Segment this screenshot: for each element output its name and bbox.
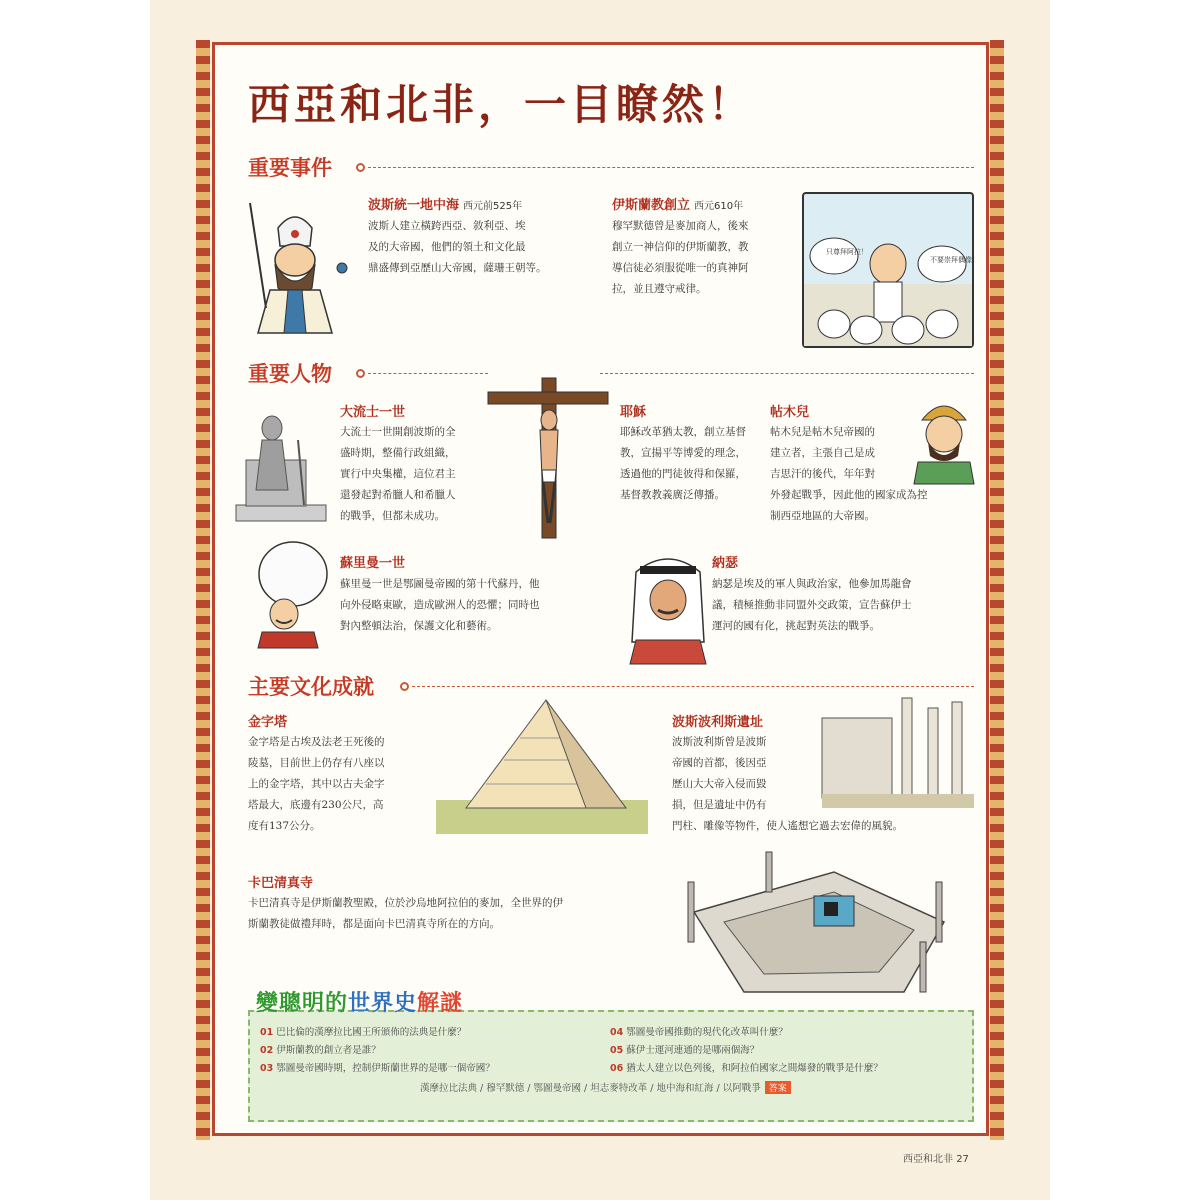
- right-decorative-stripe: [990, 40, 1004, 1140]
- event-description: 波斯人建立橫跨西亞、敘利亞、埃 及的大帝國，他們的領土和文化最 鼎盛傳到亞歷山大帝國，薩珊王朝等。: [368, 220, 547, 274]
- section-heading-culture: 主要文化成就: [248, 675, 374, 699]
- persepolis-ruins-illustration: [822, 688, 974, 808]
- speech-bubble-left: 只尊拜阿拉！: [826, 248, 868, 256]
- page-title: 西亞和北非，一目瞭然！: [248, 80, 755, 129]
- culture-name: 金字塔: [248, 715, 288, 730]
- section-dot: [356, 163, 365, 172]
- timur-illustration: [912, 392, 976, 484]
- quiz-question: 06 猶太人建立以色列後，和阿拉伯國家之間爆發的戰爭是什麼？: [610, 1063, 883, 1074]
- person-description: 納瑟是埃及的軍人與政治家，他參加馬龍會 議，積極推動非同盟外交政策，宣告蘇伊士 運河的國有化，挑起對英法的戰爭。: [712, 578, 912, 632]
- quiz-answers: 漢摩拉比法典 / 穆罕默德 / 鄂圖曼帝國 / 坦志麥特改革 / 地中海和紅海 / 以阿戰爭 答案: [420, 1080, 791, 1094]
- culture-description: 金字塔是古埃及法老王死後的 陵墓，目前世上仍存有八座以 上的金字塔，其中以古夫金字 塔最大，底邊有230公尺，高 度有137公分。: [248, 736, 385, 832]
- section-divider: [600, 373, 974, 374]
- section-dot: [356, 369, 365, 378]
- person-description: 大流士一世開創波斯的全 盛時期，整備行政組織， 實行中央集權，這位君主 還發起對希臘人和希臘人 的戰爭，但都未成功。: [340, 426, 456, 522]
- page-footer: 西亞和北非 27: [903, 1154, 969, 1165]
- darius-statue-illustration: [236, 410, 326, 522]
- mecca-crowd-illustration: [802, 192, 979, 348]
- culture-name: 卡巴清真寺: [248, 876, 314, 891]
- crucifix-illustration: [488, 378, 608, 540]
- person-name: 耶穌: [620, 405, 647, 420]
- person-name: 大流士一世: [340, 405, 406, 420]
- section-heading-events: 重要事件: [248, 156, 332, 180]
- person-name: 蘇里曼一世: [340, 556, 406, 571]
- person-description: 耶穌改革猶太教，創立基督 教，宣揚平等博愛的理念， 透過他的門徒彼得和保羅， 基督教教義廣泛傳播。: [620, 426, 746, 501]
- culture-name: 波斯波利斯遺址: [672, 715, 764, 730]
- culture-description: 卡巴清真寺是伊斯蘭教聖殿，位於沙烏地阿拉伯的麥加，全世界的伊 斯蘭教徒做禮拜時，都是面向卡巴清真寺所在的方向。: [248, 897, 563, 930]
- event-description: 穆罕默德曾是麥加商人，後來 創立一神信仰的伊斯蘭教，教 導信徒必須服從唯一的真神阿 拉，並且遵守戒律。: [612, 220, 749, 295]
- section-dot: [400, 682, 409, 691]
- event-title: 波斯統一地中海 西元前525年: [368, 198, 523, 213]
- answer-badge: 答案: [765, 1081, 791, 1094]
- suleiman-illustration: [248, 540, 330, 648]
- quiz-question: 02 伊斯蘭教的創立者是誰？: [260, 1045, 381, 1056]
- person-description: 帖木兒是帖木兒帝國的 建立者，主張自己是成 吉思汗的後代，年年對 外發起戰爭，因此他的國家成為控 制西亞地區的大帝國。: [770, 426, 928, 522]
- quiz-question: 05 蘇伊士運河連通的是哪兩個海？: [610, 1045, 760, 1056]
- quiz-question: 04 鄂圖曼帝國推動的現代化改革叫什麼？: [610, 1027, 788, 1038]
- person-name: 帖木兒: [770, 405, 810, 420]
- speech-bubble-right: 不要崇拜偶像！: [930, 256, 979, 264]
- quiz-title: 變聰明的世界史解謎: [256, 991, 464, 1016]
- section-divider: [368, 167, 974, 168]
- quiz-question: 03 鄂圖曼帝國時期，控制伊斯蘭世界的是哪一個帝國？: [260, 1063, 495, 1074]
- person-description: 蘇里曼一世是鄂圖曼帝國的第十代蘇丹，他 向外侵略東歐，造成歐洲人的恐懼；同時也 對內整頓法治，保護文化和藝術。: [340, 578, 540, 632]
- kaaba-mosque-illustration: [674, 852, 956, 998]
- section-heading-people: 重要人物: [248, 362, 332, 386]
- culture-description: 波斯波利斯曾是波斯 帝國的首都，後因亞 歷山大大帝入侵而毀 損，但是遺址中仍有 門柱、雕像等物件，使人遙想它過去宏偉的風貌。: [672, 736, 903, 832]
- nasser-illustration: [626, 552, 710, 664]
- section-divider: [368, 373, 488, 374]
- left-decorative-stripe: [196, 40, 210, 1140]
- persian-king-illustration: [240, 198, 352, 338]
- pyramid-illustration: [436, 700, 648, 834]
- person-name: 納瑟: [712, 556, 739, 571]
- quiz-question: 01 巴比倫的漢摩拉比國王所頒佈的法典是什麼？: [260, 1027, 467, 1038]
- event-title: 伊斯蘭教創立 西元610年: [612, 198, 744, 213]
- section-divider: [412, 686, 974, 687]
